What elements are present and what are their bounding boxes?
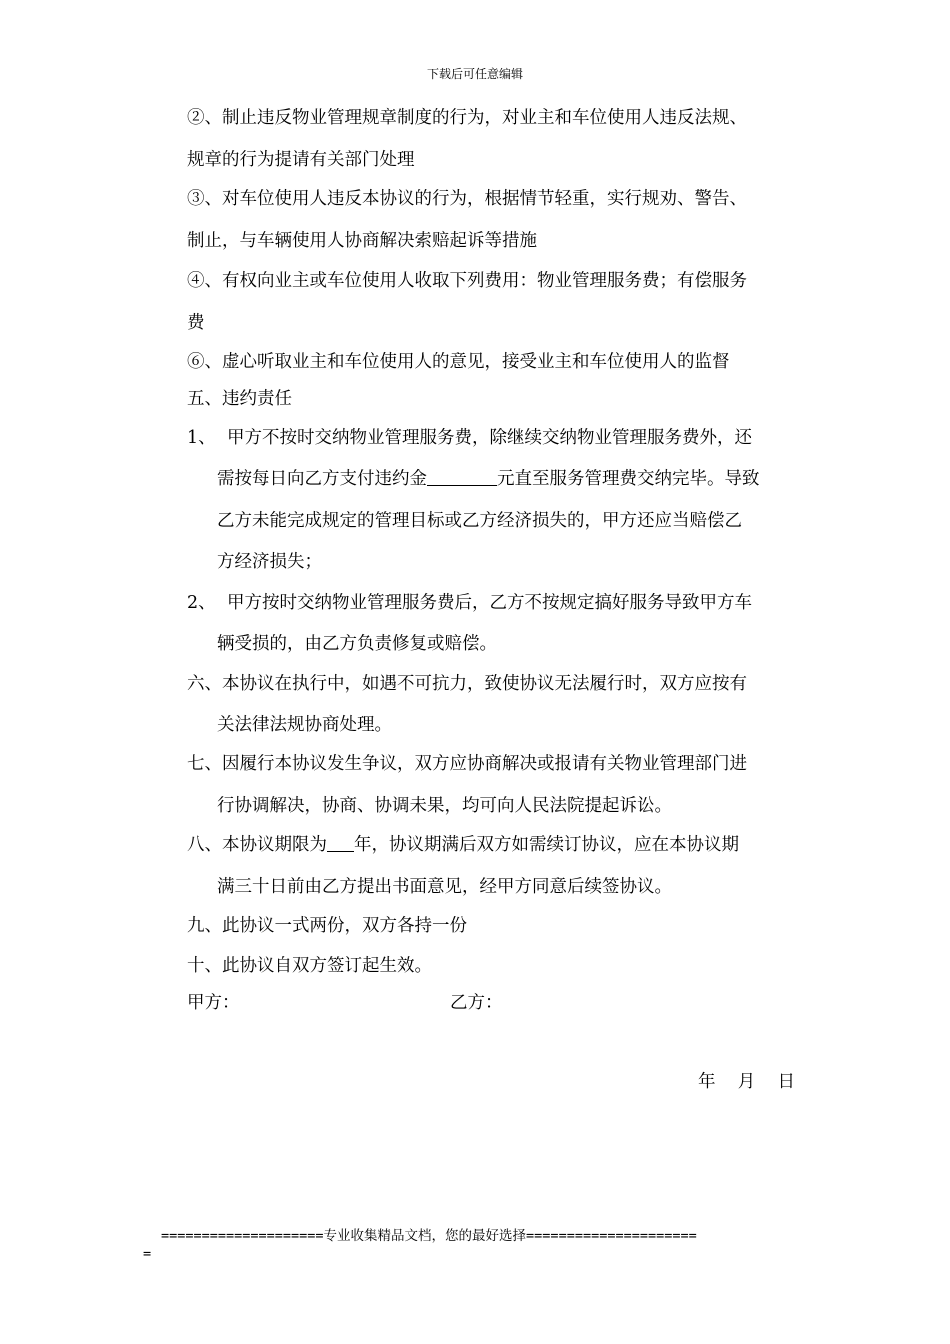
item-2-line-1 [187, 591, 752, 615]
para-4-line-1: ④、有权向业主或车位使用人收取下列费用：物业管理服务费；有偿服务 [187, 271, 747, 291]
section-10: 十、此协议自双方签订起生效。 [187, 956, 432, 976]
section-8-line-1 [187, 833, 739, 857]
penalty-amount-blank [427, 467, 497, 486]
document-body [187, 0, 807, 1344]
section-8-text-1b: 年，协议期满后双方如需续订协议，应在本协议期 [354, 835, 739, 855]
party-a-label: 甲方： [187, 993, 240, 1013]
item-1-line-1 [187, 426, 752, 450]
party-b-label: 乙方： [450, 993, 503, 1013]
para-3-line-1: ③、对车位使用人违反本协议的行为，根据情节轻重，实行规劝、警告、 [187, 189, 747, 209]
item-1-text-2b: 元直至服务管理费交纳完毕。导致 [497, 469, 760, 489]
section-5-title: 五、违约责任 [187, 389, 292, 409]
section-8-text-1a: 八、本协议期限为 [187, 835, 327, 855]
item-1-line-4: 方经济损失； [217, 552, 322, 572]
para-6-line-1: ⑥、虚心听取业主和车位使用人的意见，接受业主和车位使用人的监督 [187, 352, 730, 372]
section-6-line-1: 六、本协议在执行中，如遇不可抗力，致使协议无法履行时，双方应按有 [187, 674, 747, 694]
item-1-line-3: 乙方未能完成规定的管理目标或乙方经济损失的，甲方还应当赔偿乙 [217, 511, 742, 531]
para-3-line-2: 制止，与车辆使用人协商解决索赔起诉等措施 [187, 231, 537, 251]
signing-date: 年 月 日 [698, 1072, 796, 1092]
footer [143, 1227, 823, 1263]
section-9: 九、此协议一式两份，双方各持一份 [187, 916, 467, 936]
section-8-line-2: 满三十日前由乙方提出书面意见，经甲方同意后续签协议。 [217, 877, 672, 897]
footer-line-2: = [143, 1246, 152, 1262]
section-7-line-1: 七、因履行本协议发生争议，双方应协商解决或报请有关物业管理部门进 [187, 754, 747, 774]
para-2-line-1: ②、制止违反物业管理规章制度的行为，对业主和车位使用人违反法规、 [187, 108, 747, 128]
term-years-blank [327, 833, 354, 852]
footer-line-1: ====================专业收集精品文档，您的最好选择===================== [161, 1228, 697, 1244]
para-2-line-2: 规章的行为提请有关部门处理 [187, 150, 415, 170]
section-6-line-2: 关法律法规协商处理。 [217, 715, 392, 735]
item-1-line-2 [217, 467, 760, 491]
para-4-line-2: 费 [187, 313, 205, 333]
item-2-number: 2、 [187, 593, 216, 613]
item-2-line-2: 辆受损的，由乙方负责修复或赔偿。 [217, 634, 497, 654]
header-note: 下载后可任意编辑 [426, 67, 523, 81]
item-1-text-1: 甲方不按时交纳物业管理服务费，除继续交纳物业管理服务费外，还 [227, 428, 752, 448]
item-1-number: 1、 [187, 428, 216, 448]
section-7-line-2: 行协调解决，协商、协调未果，均可向人民法院提起诉讼。 [217, 796, 672, 816]
item-2-text-1: 甲方按时交纳物业管理服务费后，乙方不按规定搞好服务导致甲方车 [227, 593, 752, 613]
item-1-text-2a: 需按每日向乙方支付违约金 [217, 469, 427, 489]
